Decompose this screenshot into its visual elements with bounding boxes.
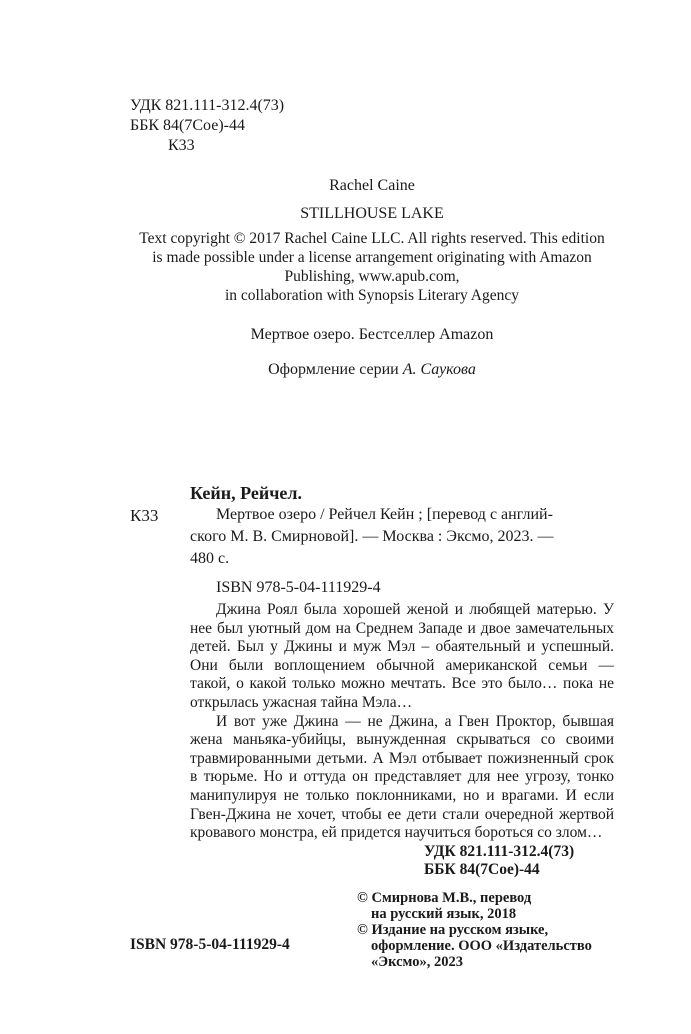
bbk-code-top: ББК 84(7Сое)-44 xyxy=(130,117,245,134)
copyright-translation-line: на русский язык, 2018 xyxy=(371,906,517,922)
copyright-line: is made possible under a license arrangement originating with Amazon xyxy=(152,249,592,266)
author-mark-top: К33 xyxy=(168,137,195,154)
series-title: Мертвое озеро. Бестселлер Amazon xyxy=(250,326,494,343)
bbk-code-bottom: ББК 84(7Сое)-44 xyxy=(424,861,540,878)
isbn-bottom: ISBN 978-5-04-111929-4 xyxy=(130,936,290,953)
catalog-isbn: ISBN 978-5-04-111929-4 xyxy=(216,579,381,596)
annotation-paragraph: И вот уже Джина — не Джина, а Гвен Проктор, бывшая жена маньяка-убийцы, вынужденная скрываться со своими травмированными детьми. А Мэл отбывает пожизненный срок в тюрьме. Но и оттуда он представляет для нее угрозу, тонко манипулируя не только поклонниками, но и врагами. И если Гвен-Джина не хочет, чтобы ее дети стали очередной жертвой кровавого монстра, ей придется научиться бороться со злом… xyxy=(190,712,614,842)
copyright-edition-line: © Издание на русском языке, xyxy=(357,922,549,938)
copyright-line: in collaboration with Synopsis Literary Agency xyxy=(224,287,519,304)
copyright-block xyxy=(357,890,592,970)
catalog-entry xyxy=(190,504,614,570)
udk-code-bottom: УДК 821.111-312.4(73) xyxy=(424,843,575,860)
copyright-line: Text copyright © 2017 Rachel Caine LLC. All rights reserved. This edition xyxy=(139,230,605,247)
copyright-notice xyxy=(110,229,634,305)
design-credit-name: А. Саукова xyxy=(402,361,476,378)
copyright-edition-line: «Эксмо», 2023 xyxy=(371,954,463,970)
series-design-credit xyxy=(130,360,614,379)
copyright-translation-line: © Смирнова М.В., перевод xyxy=(357,890,532,906)
original-author: Rachel Caine xyxy=(329,177,415,194)
original-title: STILLHOUSE LAKE xyxy=(300,205,444,222)
catalog-entry-line: 480 с. xyxy=(190,550,230,567)
copyright-edition-line: оформление. ООО «Издательство xyxy=(371,938,592,954)
design-credit-prefix: Оформление серии xyxy=(268,361,399,378)
catalog-author-mark: К33 xyxy=(130,506,159,525)
copyright-line: Publishing, www.apub.com, xyxy=(284,268,460,285)
catalog-heading: Кейн, Рейчел. xyxy=(190,483,302,503)
catalog-entry-line: Мертвое озеро / Рейчел Кейн ; [перевод с англий- xyxy=(216,506,553,523)
annotation xyxy=(190,601,614,843)
annotation-paragraph: Джина Роял была хорошей женой и любящей матерью. У нее был уютный дом на Среднем Западе и двое замечательных детей. Был у Джины и муж Мэл – обаятельный и успешный. Они были воплощением обычной американской семьи — такой, о какой только можно мечтать. Все это было… пока не открылась ужасная тайна Мэла… xyxy=(190,601,614,711)
udk-code-top: УДК 821.111-312.4(73) xyxy=(130,97,285,114)
catalog-entry-line: ского М. В. Смирновой]. — Москва : Эксмо, 2023. — xyxy=(190,528,554,545)
